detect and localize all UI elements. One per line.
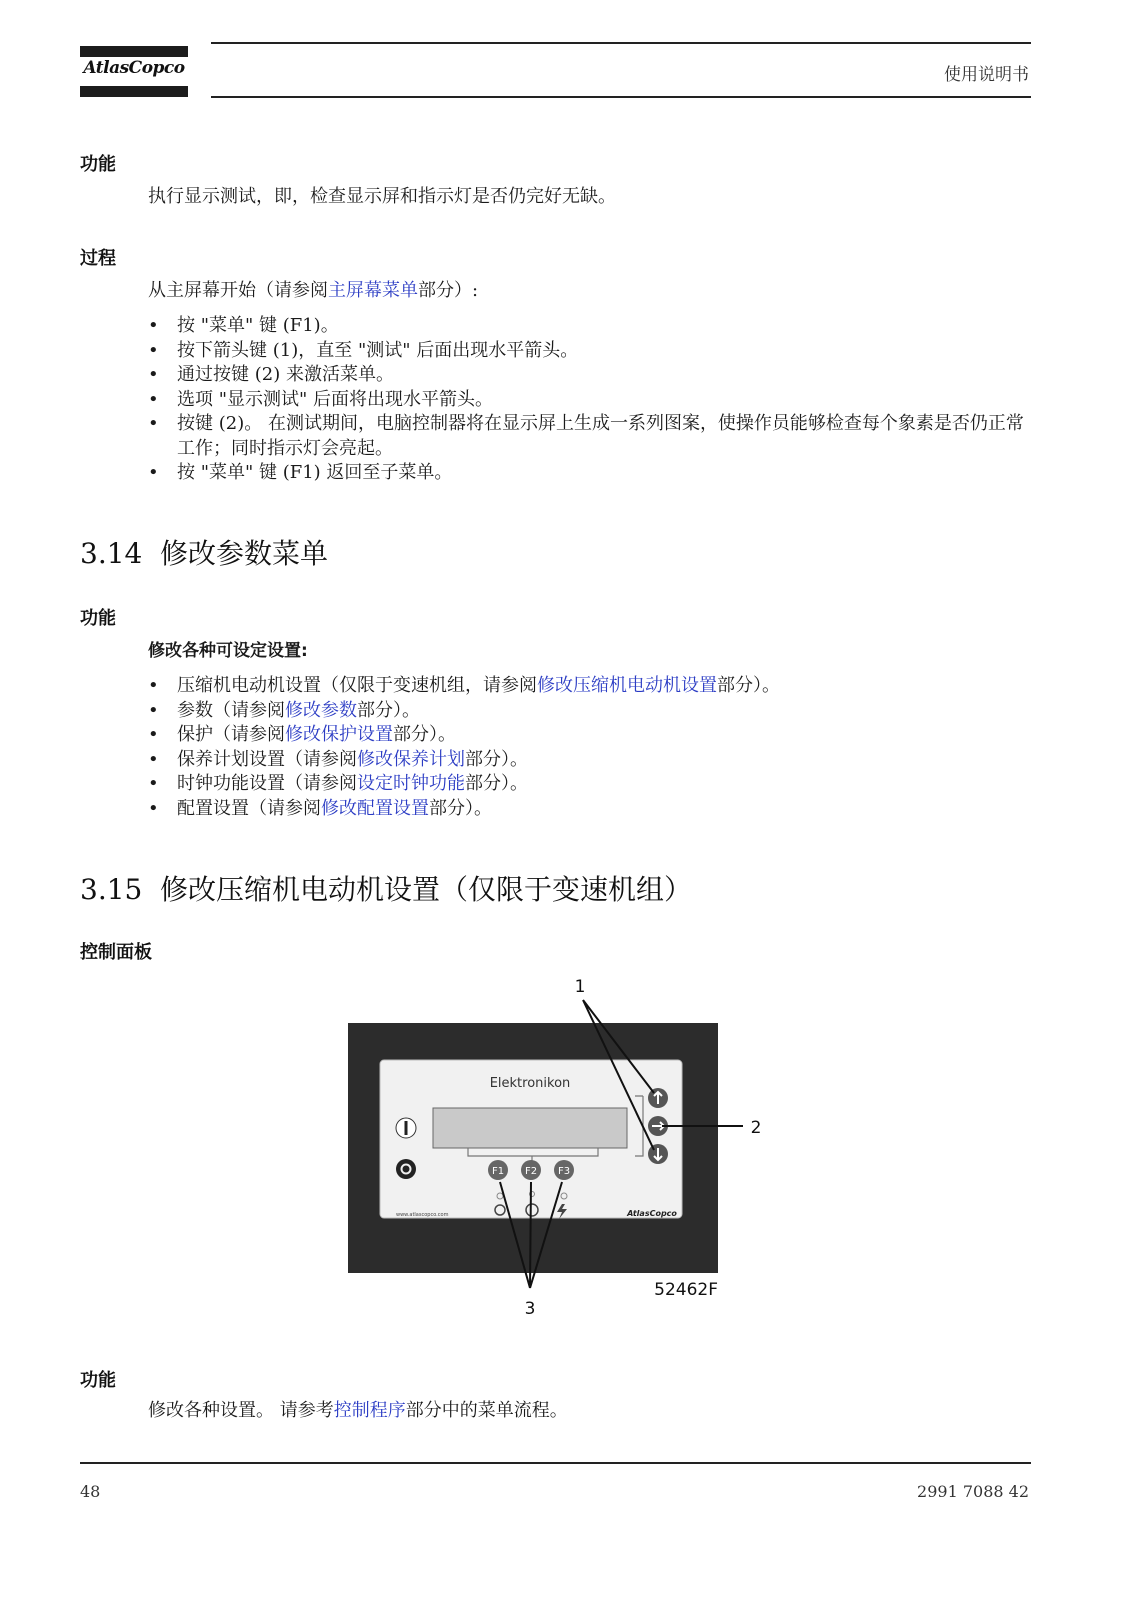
link-control-program[interactable]: 控制程序 [333, 1400, 406, 1421]
section-heading-3-14 [80, 532, 328, 572]
list-item: • 按键 (2)。 在测试期间，电脑控制器将在显示屏上生成一系列图案，使操作员能够检查每个象素是否仍正常工作；同时指示灯会亮起。 [148, 412, 1033, 461]
section-number: 3.14 [80, 537, 143, 570]
logo-bar-bottom [80, 86, 188, 97]
stop-button-icon [396, 1159, 416, 1179]
page-number: 48 [80, 1482, 101, 1501]
function-text-prefix: 修改各种设置。 请参考 [148, 1400, 334, 1421]
procedure-label: 过程 [80, 248, 116, 269]
item-suffix: 部分）。 [357, 699, 420, 721]
list-item: • 按 "菜单" 键 (F1)。 [148, 314, 1033, 339]
item-suffix: 部分）。 [465, 773, 528, 794]
link-modify-service-plan[interactable]: 修改保养计划 [357, 748, 465, 770]
panel-url: www.atlascopco.com [396, 1212, 449, 1218]
item-text: 配置设置（请参阅 [177, 797, 321, 819]
procedure-intro [148, 278, 478, 304]
list-item [148, 723, 1048, 748]
item-text: 保养计划设置（请参阅 [177, 748, 357, 770]
item-suffix: 部分）。 [465, 748, 528, 770]
logo-bar-top [80, 46, 188, 57]
list-item [148, 797, 1048, 822]
section-title: 修改参数菜单 [160, 537, 329, 570]
panel-brand: Elektronikon [489, 1076, 571, 1091]
control-panel-label: 控制面板 [80, 942, 152, 963]
header-bottom-rule [211, 96, 1031, 98]
link-set-clock-function[interactable]: 设定时钟功能 [357, 773, 465, 794]
callout-1: 1 [574, 977, 586, 997]
item-text: 时钟功能设置（请参阅 [177, 773, 357, 794]
callout-2: 2 [750, 1118, 762, 1138]
modify-intro: 修改各种可设定设置: [148, 641, 308, 661]
list-item [148, 772, 1048, 797]
list-item: • 选项 "显示测试" 后面将出现水平箭头。 [148, 388, 1033, 413]
item-suffix: 部分）。 [393, 724, 456, 745]
section-number: 3.15 [80, 873, 143, 906]
control-panel-figure [340, 970, 780, 1330]
f3-key-label: F3 [557, 1166, 571, 1177]
link-modify-configuration[interactable]: 修改配置设置 [321, 797, 429, 819]
function-label: 功能 [80, 154, 116, 175]
item-suffix: 部分）。 [429, 797, 492, 819]
function-text-suffix: 部分中的菜单流程。 [405, 1400, 568, 1421]
section-title: 修改压缩机电动机设置（仅限于变速机组） [160, 873, 693, 906]
callout-3: 3 [524, 1299, 536, 1319]
f1-key-label: F1 [491, 1166, 505, 1177]
f2-key-label: F2 [524, 1166, 538, 1177]
modify-items [148, 674, 1048, 821]
item-text: 参数（请参阅 [177, 699, 285, 721]
list-item: • 通过按键 (2) 来激活菜单。 [148, 363, 1033, 388]
function-label: 功能 [80, 608, 116, 629]
doc-number: 2991 7088 42 [917, 1482, 1029, 1501]
section-heading-3-15 [80, 868, 692, 908]
atlas-copco-logo: AtlasCopco [83, 58, 185, 78]
link-modify-protection[interactable]: 修改保护设置 [285, 724, 393, 745]
doc-type: 使用说明书 [944, 65, 1029, 85]
item-suffix: 部分）。 [717, 675, 780, 696]
panel-logo: AtlasCopco [627, 1209, 677, 1218]
link-main-screen-menu[interactable]: 主屏幕菜单 [328, 280, 418, 301]
list-item [148, 748, 1048, 773]
function-text [148, 1398, 568, 1424]
lcd-display [433, 1108, 627, 1148]
footer-rule [80, 1462, 1031, 1464]
function-text: 执行显示测试，即，检查显示屏和指示灯是否仍完好无缺。 [148, 186, 616, 207]
figure-id: 52462F [654, 1280, 718, 1300]
link-modify-compressor-motor[interactable]: 修改压缩机电动机设置 [537, 675, 717, 696]
item-text: 保护（请参阅 [177, 724, 285, 745]
list-item: • 按 "菜单" 键 (F1) 返回至子菜单。 [148, 461, 1033, 486]
procedure-intro-text: 从主屏幕开始（请参阅 [148, 280, 328, 301]
item-text: 压缩机电动机设置（仅限于变速机组，请参阅 [177, 675, 537, 696]
list-item: • 按下箭头键 (1)，直至 "测试" 后面出现水平箭头。 [148, 339, 1033, 364]
procedure-steps [148, 314, 1033, 486]
list-item [148, 699, 1048, 724]
list-item [148, 674, 1048, 699]
function-label: 功能 [80, 1370, 116, 1391]
link-modify-parameters[interactable]: 修改参数 [285, 699, 357, 721]
header-top-rule [211, 42, 1031, 44]
procedure-intro-suffix: 部分）: [418, 280, 479, 301]
